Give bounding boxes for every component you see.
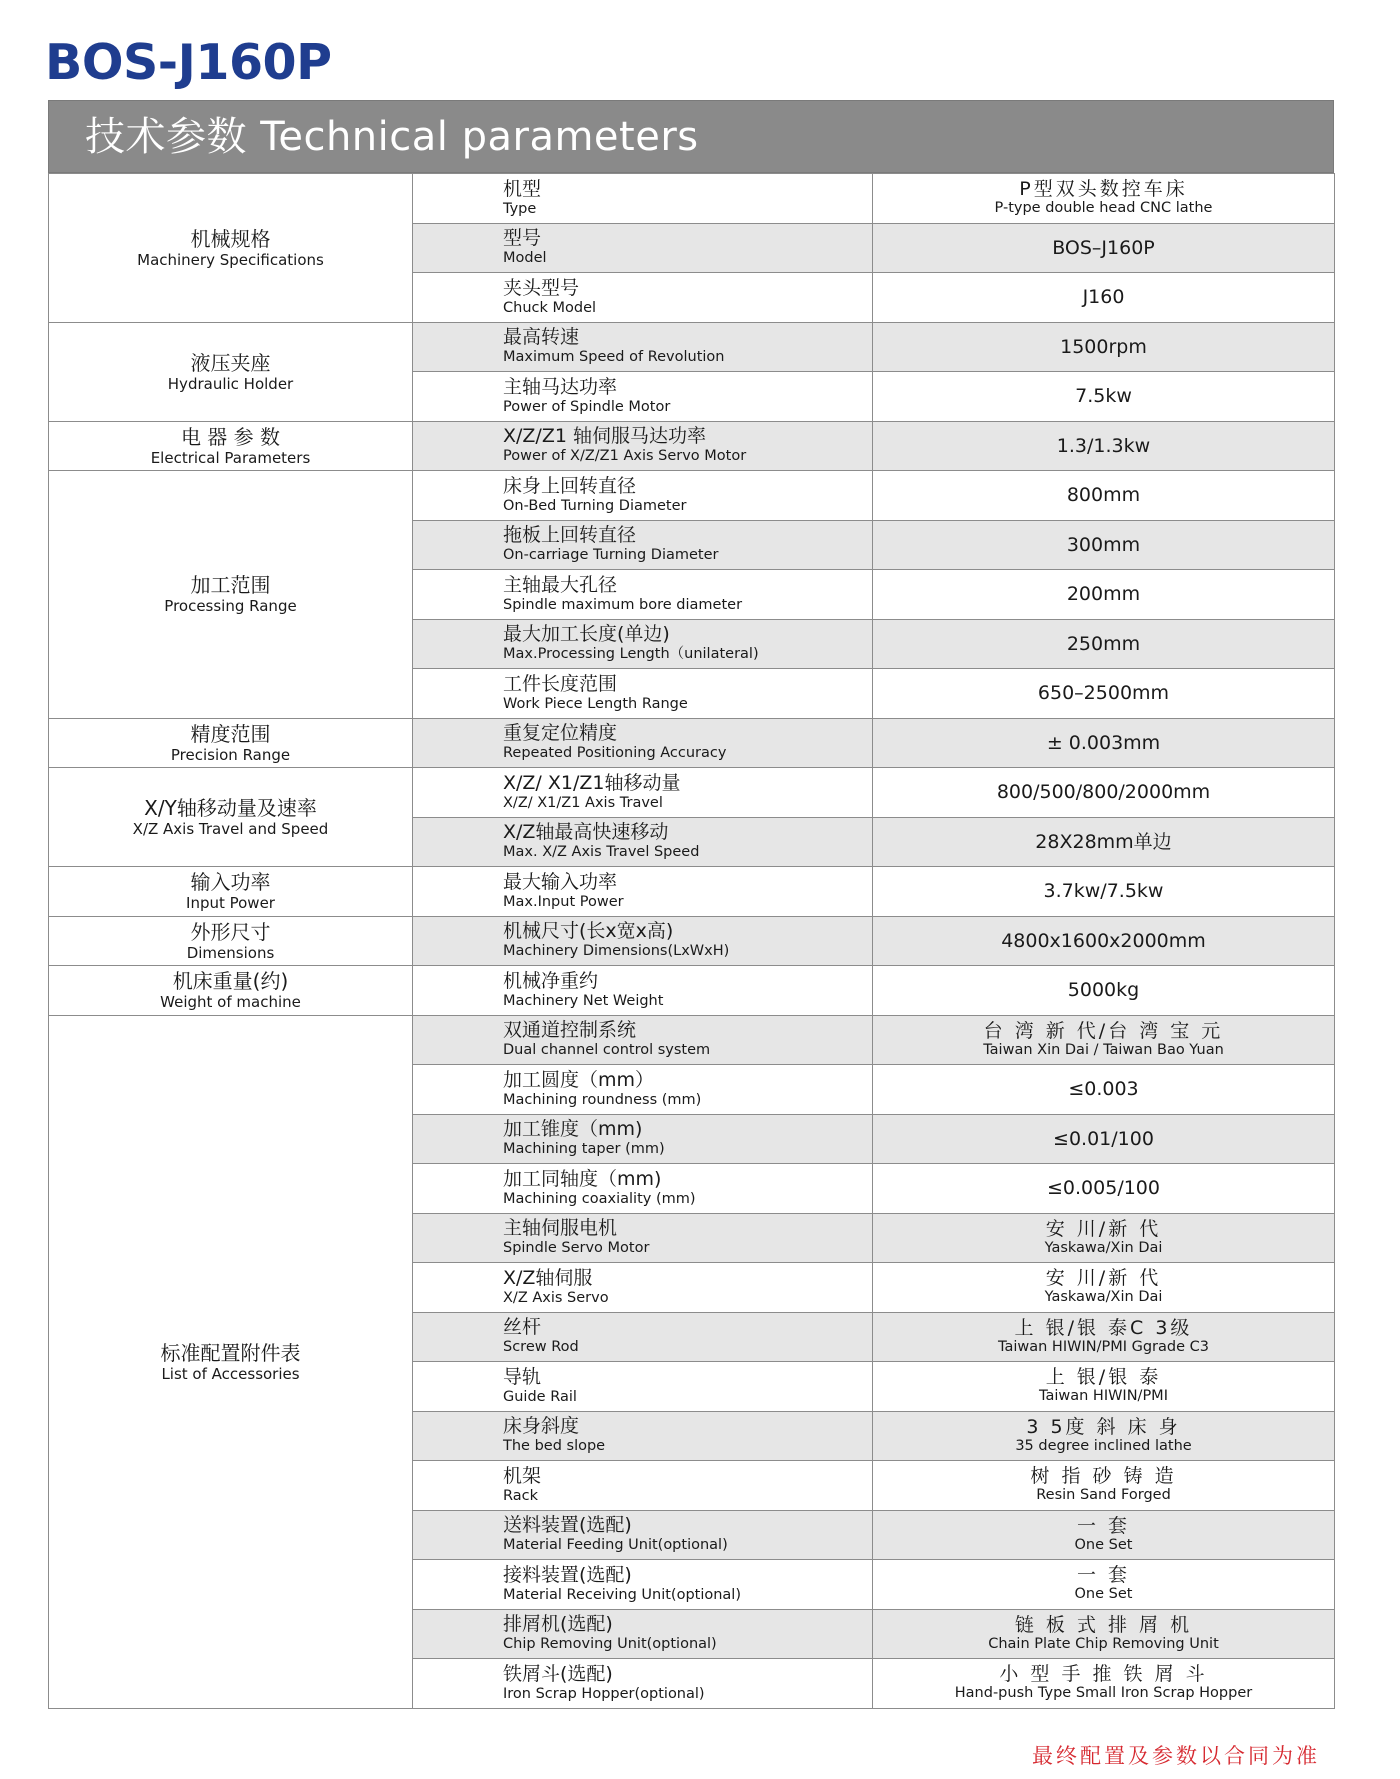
parameter-cell: [413, 273, 873, 323]
value-cell: [873, 1659, 1335, 1709]
parameter-cell: [413, 619, 873, 669]
table-row: [49, 867, 1335, 917]
parameter-name-zh: 重复定位精度: [503, 722, 618, 745]
parameter-name-zh: X/Z/ X1/Z1轴移动量: [503, 771, 681, 794]
value-cell: [873, 1411, 1335, 1461]
category-label-en: Input Power: [186, 894, 275, 913]
parameter-name-zh: X/Z/Z1 轴伺服马达功率: [503, 425, 706, 448]
parameter-value: 28X28mm单边: [1035, 830, 1172, 853]
parameter-name-en: Iron Scrap Hopper(optional): [503, 1685, 705, 1702]
section-title: 技术参数 Technical parameters: [85, 114, 699, 160]
parameter-value: 4800x1600x2000mm: [1001, 929, 1206, 952]
parameter-name-en: Chuck Model: [503, 299, 597, 316]
value-cell: [873, 1164, 1335, 1214]
parameter-name-zh: 机架: [503, 1464, 542, 1487]
parameter-cell: [413, 372, 873, 422]
parameter-name-zh: 主轴马达功率: [503, 375, 618, 398]
parameter-value-zh: 上 银/银 泰: [1045, 1366, 1162, 1389]
parameter-value: J160: [1082, 286, 1125, 309]
value-cell: [873, 372, 1335, 422]
category-label-en: List of Accessories: [161, 1364, 300, 1383]
parameter-name-en: Max.Input Power: [503, 893, 624, 910]
parameter-cell: [413, 570, 873, 620]
parameter-name-en: Machinery Dimensions(LxWxH): [503, 943, 730, 960]
parameter-name-en: Chip Removing Unit(optional): [503, 1636, 717, 1653]
table-row: [49, 421, 1335, 471]
parameter-value-zh: 安 川/新 代: [1045, 1267, 1162, 1290]
category-cell: [49, 916, 413, 966]
value-cell: [873, 1015, 1335, 1065]
category-label-en: Electrical Parameters: [150, 448, 311, 467]
parameter-value-zh: 3 5度 斜 床 身: [1026, 1415, 1181, 1438]
value-cell: [873, 520, 1335, 570]
parameter-cell: [413, 916, 873, 966]
footnote: 最终配置及参数以合同为准: [1032, 1744, 1320, 1768]
parameter-cell: [413, 1015, 873, 1065]
category-label-zh: 机床重量(约): [172, 969, 289, 994]
value-cell: [873, 1362, 1335, 1412]
parameter-cell: [413, 1213, 873, 1263]
category-label-zh: 电 器 参 数: [180, 424, 281, 449]
parameter-cell: [413, 1659, 873, 1709]
parameter-value-en: Resin Sand Forged: [1036, 1487, 1171, 1504]
category-label-zh: 精度范围: [190, 721, 271, 746]
parameter-name-en: On-carriage Turning Diameter: [503, 547, 719, 564]
value-cell: [873, 273, 1335, 323]
parameter-value: ≤0.003: [1068, 1078, 1139, 1101]
parameter-name-en: Material Receiving Unit(optional): [503, 1586, 741, 1603]
category-label-en: Hydraulic Holder: [167, 374, 294, 393]
spec-table: [48, 173, 1335, 1709]
parameter-name-zh: 机械尺寸(长x宽x高): [503, 920, 674, 943]
value-cell: [873, 669, 1335, 719]
category-cell: [49, 768, 413, 867]
parameter-name-zh: 接料装置(选配): [503, 1563, 632, 1586]
parameter-cell: [413, 768, 873, 818]
parameter-name-en: Power of X/Z/Z1 Axis Servo Motor: [503, 448, 747, 465]
parameter-name-zh: 导轨: [503, 1365, 542, 1388]
parameter-cell: [413, 471, 873, 521]
table-row: [49, 1015, 1335, 1065]
parameter-cell: [413, 1510, 873, 1560]
parameter-name-en: Spindle maximum bore diameter: [503, 596, 743, 613]
parameter-value-en: Taiwan HIWIN/PMI Ggrade C3: [998, 1338, 1209, 1355]
parameter-cell: [413, 174, 873, 224]
parameter-name-zh: 最高转速: [503, 326, 580, 349]
parameter-name-en: Maximum Speed of Revolution: [503, 349, 725, 366]
category-label-zh: 输入功率: [190, 870, 271, 895]
parameter-name-zh: 型号: [503, 227, 542, 250]
parameter-value: BOS–J160P: [1052, 236, 1155, 259]
parameter-name-en: Rack: [503, 1487, 539, 1504]
parameter-value-zh: P型双头数控车床: [1019, 178, 1188, 201]
category-cell: [49, 867, 413, 917]
parameter-cell: [413, 1411, 873, 1461]
parameter-name-en: Screw Rod: [503, 1339, 579, 1356]
category-label-en: Weight of machine: [160, 993, 301, 1012]
parameter-cell: [413, 669, 873, 719]
parameter-name-zh: 送料装置(选配): [503, 1514, 632, 1537]
parameter-value-en: P-type double head CNC lathe: [994, 200, 1213, 217]
category-label-en: Machinery Specifications: [137, 250, 324, 269]
parameter-cell: [413, 1065, 873, 1115]
category-cell: [49, 322, 413, 421]
parameter-name-en: Type: [503, 200, 537, 217]
parameter-name-zh: 机型: [503, 177, 542, 200]
parameter-value: 7.5kw: [1075, 385, 1132, 408]
value-cell: [873, 718, 1335, 768]
category-label-zh: 加工范围: [190, 573, 271, 598]
category-label-zh: 外形尺寸: [190, 919, 271, 944]
category-cell: [49, 718, 413, 768]
parameter-name-en: On-Bed Turning Diameter: [503, 497, 687, 514]
parameter-name-zh: 床身上回转直径: [503, 474, 637, 497]
parameter-value: 200mm: [1066, 583, 1141, 606]
parameter-name-zh: 丝杆: [503, 1316, 542, 1339]
parameter-name-zh: 排屑机(选配): [503, 1613, 613, 1636]
parameter-cell: [413, 1609, 873, 1659]
parameter-cell: [413, 322, 873, 372]
parameter-name-en: Dual channel control system: [503, 1042, 711, 1059]
parameter-value: 650–2500mm: [1037, 682, 1170, 705]
parameter-name-zh: X/Z轴伺服: [503, 1266, 593, 1289]
parameter-value-zh: 一 套: [1076, 1514, 1131, 1537]
value-cell: [873, 619, 1335, 669]
category-label-en: X/Z Axis Travel and Speed: [132, 820, 329, 838]
parameter-cell: [413, 1461, 873, 1511]
value-cell: [873, 966, 1335, 1016]
parameter-value-zh: 上 银/银 泰C 3级: [1014, 1316, 1193, 1339]
category-label-en: Precision Range: [170, 745, 291, 764]
parameter-name-zh: 最大输入功率: [503, 870, 618, 893]
parameter-name-en: Power of Spindle Motor: [503, 398, 671, 415]
parameter-cell: [413, 1114, 873, 1164]
category-cell: [49, 1015, 413, 1708]
value-cell: [873, 1114, 1335, 1164]
parameter-cell: [413, 867, 873, 917]
category-cell: [49, 471, 413, 719]
parameter-value-en: Taiwan HIWIN/PMI: [1039, 1388, 1168, 1405]
parameter-value: 3.7kw/7.5kw: [1043, 880, 1164, 903]
value-cell: [873, 916, 1335, 966]
table-row: [49, 322, 1335, 372]
table-row: [49, 471, 1335, 521]
category-cell: [49, 966, 413, 1016]
value-cell: [873, 421, 1335, 471]
parameter-name-zh: 铁屑斗(选配): [503, 1662, 613, 1685]
parameter-name-en: Guide Rail: [503, 1388, 577, 1405]
parameter-name-zh: 拖板上回转直径: [503, 524, 637, 547]
value-cell: [873, 1609, 1335, 1659]
parameter-name-zh: 主轴伺服电机: [503, 1217, 618, 1240]
parameter-value-en: 35 degree inclined lathe: [1015, 1437, 1192, 1454]
table-row: [49, 768, 1335, 818]
parameter-value: 250mm: [1066, 632, 1141, 655]
parameter-name-zh: 加工同轴度（mm): [503, 1167, 662, 1190]
category-label-zh: 标准配置附件表: [160, 1340, 301, 1365]
parameter-value-en: Chain Plate Chip Removing Unit: [988, 1635, 1219, 1652]
parameter-cell: [413, 817, 873, 867]
parameter-name-en: X/Z Axis Servo: [503, 1289, 609, 1306]
parameter-value-zh: 树 指 砂 铸 造: [1030, 1465, 1177, 1488]
parameter-name-en: Machining taper (mm): [503, 1141, 665, 1158]
value-cell: [873, 322, 1335, 372]
value-cell: [873, 817, 1335, 867]
parameter-name-zh: 夹头型号: [503, 276, 580, 299]
table-row: [49, 174, 1335, 224]
value-cell: [873, 1510, 1335, 1560]
category-label-zh: X/Y轴移动量及速率: [144, 796, 317, 820]
parameter-value-zh: 小 型 手 推 铁 屑 斗: [999, 1663, 1208, 1686]
parameter-value: 1500rpm: [1060, 335, 1147, 358]
parameter-name-en: Machinery Net Weight: [503, 992, 664, 1009]
parameter-name-zh: 双通道控制系统: [503, 1019, 637, 1042]
value-cell: [873, 1312, 1335, 1362]
parameter-name-en: Model: [503, 250, 547, 267]
parameter-value: 800mm: [1066, 484, 1141, 507]
parameter-cell: [413, 966, 873, 1016]
category-label-en: Processing Range: [164, 597, 297, 616]
value-cell: [873, 174, 1335, 224]
parameter-name-en: Material Feeding Unit(optional): [503, 1537, 728, 1554]
value-cell: [873, 570, 1335, 620]
parameter-value-zh: 链 板 式 排 屑 机: [1014, 1613, 1193, 1636]
parameter-value: 800/500/800/2000mm: [996, 781, 1211, 804]
category-cell: [49, 421, 413, 471]
parameter-value: ≤0.01/100: [1053, 1127, 1154, 1150]
parameter-value-en: Yaskawa/Xin Dai: [1044, 1289, 1163, 1306]
parameter-name-en: The bed slope: [503, 1438, 606, 1455]
parameter-name-zh: 加工圆度（mm）: [503, 1068, 655, 1091]
parameter-value: 300mm: [1066, 533, 1141, 556]
value-cell: [873, 223, 1335, 273]
parameter-name-zh: 工件长度范围: [503, 672, 618, 695]
parameter-cell: [413, 718, 873, 768]
parameter-value-zh: 一 套: [1076, 1564, 1131, 1587]
category-label-zh: 机械规格: [190, 226, 271, 251]
parameter-name-en: X/Z/ X1/Z1 Axis Travel: [503, 794, 663, 811]
table-row: [49, 718, 1335, 768]
parameter-name-zh: X/Z轴最高快速移动: [503, 821, 669, 844]
parameter-name-zh: 最大加工长度(单边): [503, 623, 670, 646]
parameter-value-en: Hand-push Type Small Iron Scrap Hopper: [954, 1685, 1253, 1702]
value-cell: [873, 1263, 1335, 1313]
parameter-name-en: Max.Processing Length（unilateral): [503, 646, 759, 663]
parameter-value-en: One Set: [1074, 1536, 1133, 1553]
parameter-value: 5000kg: [1067, 979, 1140, 1002]
parameter-name-en: Repeated Positioning Accuracy: [503, 745, 727, 762]
parameter-value-zh: 安 川/新 代: [1045, 1217, 1162, 1240]
value-cell: [873, 867, 1335, 917]
value-cell: [873, 1065, 1335, 1115]
parameter-name-en: Machining coaxiality (mm): [503, 1190, 696, 1207]
table-row: [49, 916, 1335, 966]
parameter-name-en: Work Piece Length Range: [503, 695, 688, 712]
parameter-name-en: Spindle Servo Motor: [503, 1240, 650, 1257]
parameter-cell: [413, 1312, 873, 1362]
parameter-cell: [413, 1164, 873, 1214]
table-row: [49, 966, 1335, 1016]
value-cell: [873, 1560, 1335, 1610]
parameter-cell: [413, 1560, 873, 1610]
category-label-en: Dimensions: [186, 943, 275, 962]
value-cell: [873, 1461, 1335, 1511]
parameter-value: ± 0.003mm: [1046, 731, 1161, 754]
parameter-name-zh: 主轴最大孔径: [503, 573, 618, 596]
category-cell: [49, 174, 413, 323]
parameter-name-zh: 床身斜度: [503, 1415, 580, 1438]
spec-table-body: [49, 174, 1335, 1709]
parameter-value-en: Yaskawa/Xin Dai: [1044, 1239, 1163, 1256]
parameter-name-en: Max. X/Z Axis Travel Speed: [503, 844, 700, 861]
parameter-cell: [413, 520, 873, 570]
parameter-value: ≤0.005/100: [1047, 1177, 1160, 1200]
parameter-value-en: One Set: [1074, 1586, 1133, 1603]
model-title: BOS-J160P: [45, 34, 332, 91]
parameter-value-zh: 台 湾 新 代/台 湾 宝 元: [983, 1019, 1224, 1042]
parameter-cell: [413, 1263, 873, 1313]
parameter-name-zh: 加工锥度（mm): [503, 1118, 643, 1141]
parameter-name-en: Machining roundness (mm): [503, 1091, 702, 1108]
parameter-cell: [413, 223, 873, 273]
value-cell: [873, 1213, 1335, 1263]
parameter-cell: [413, 421, 873, 471]
parameter-value-en: Taiwan Xin Dai / Taiwan Bao Yuan: [983, 1041, 1224, 1058]
value-cell: [873, 768, 1335, 818]
parameter-value: 1.3/1.3kw: [1056, 434, 1151, 457]
parameter-name-zh: 机械净重约: [503, 969, 599, 992]
value-cell: [873, 471, 1335, 521]
parameter-cell: [413, 1362, 873, 1412]
section-header: [48, 100, 1334, 173]
category-label-zh: 液压夹座: [190, 350, 271, 375]
